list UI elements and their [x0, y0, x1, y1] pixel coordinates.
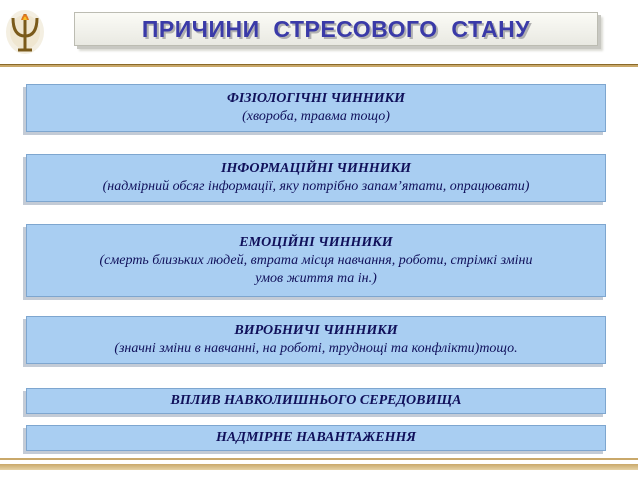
- card-heading: НАДМІРНЕ НАВАНТАЖЕННЯ: [215, 430, 417, 445]
- card-emotional: [26, 224, 606, 297]
- bottom-divider: [0, 458, 638, 460]
- card-description: (хвороба, травма тощо): [242, 109, 390, 124]
- card-informational: [26, 154, 606, 202]
- card-heading: ЕМОЦІЙНІ ЧИННИКИ: [239, 234, 393, 250]
- card-production: [26, 316, 606, 364]
- card-overload: [26, 425, 606, 451]
- title-banner: [74, 12, 598, 46]
- card-description: (смерть близьких людей, втрата місця навчання, роботи, стрімкі зміни: [99, 252, 533, 268]
- card-description: (надмірний обсяг інформації, яку потрібно запам’ятати, опрацювати): [102, 179, 530, 194]
- card-description: (значні зміни в навчанні, на роботі, труднощі та конфлікти)тощо.: [114, 341, 518, 356]
- card-environment: [26, 388, 606, 414]
- card-heading: ВИРОБНИЧІ ЧИННИКИ: [234, 323, 398, 338]
- card-heading: ВПЛИВ НАВКОЛИШНЬОГО СЕРЕДОВИЩА: [170, 393, 462, 408]
- card-heading: ІНФОРМАЦІЙНІ ЧИННИКИ: [221, 161, 411, 176]
- top-divider: [0, 64, 638, 67]
- card-heading: ФІЗІОЛОГІЧНІ ЧИННИКИ: [226, 91, 406, 106]
- psi-logo-icon: [4, 6, 46, 56]
- card-description-continued: умов життя та ін.): [255, 270, 377, 286]
- bottom-band: [0, 464, 638, 470]
- page-title: ПРИЧИНИ СТРЕСОВОГО СТАНУ: [141, 15, 531, 42]
- card-physiological: [26, 84, 606, 132]
